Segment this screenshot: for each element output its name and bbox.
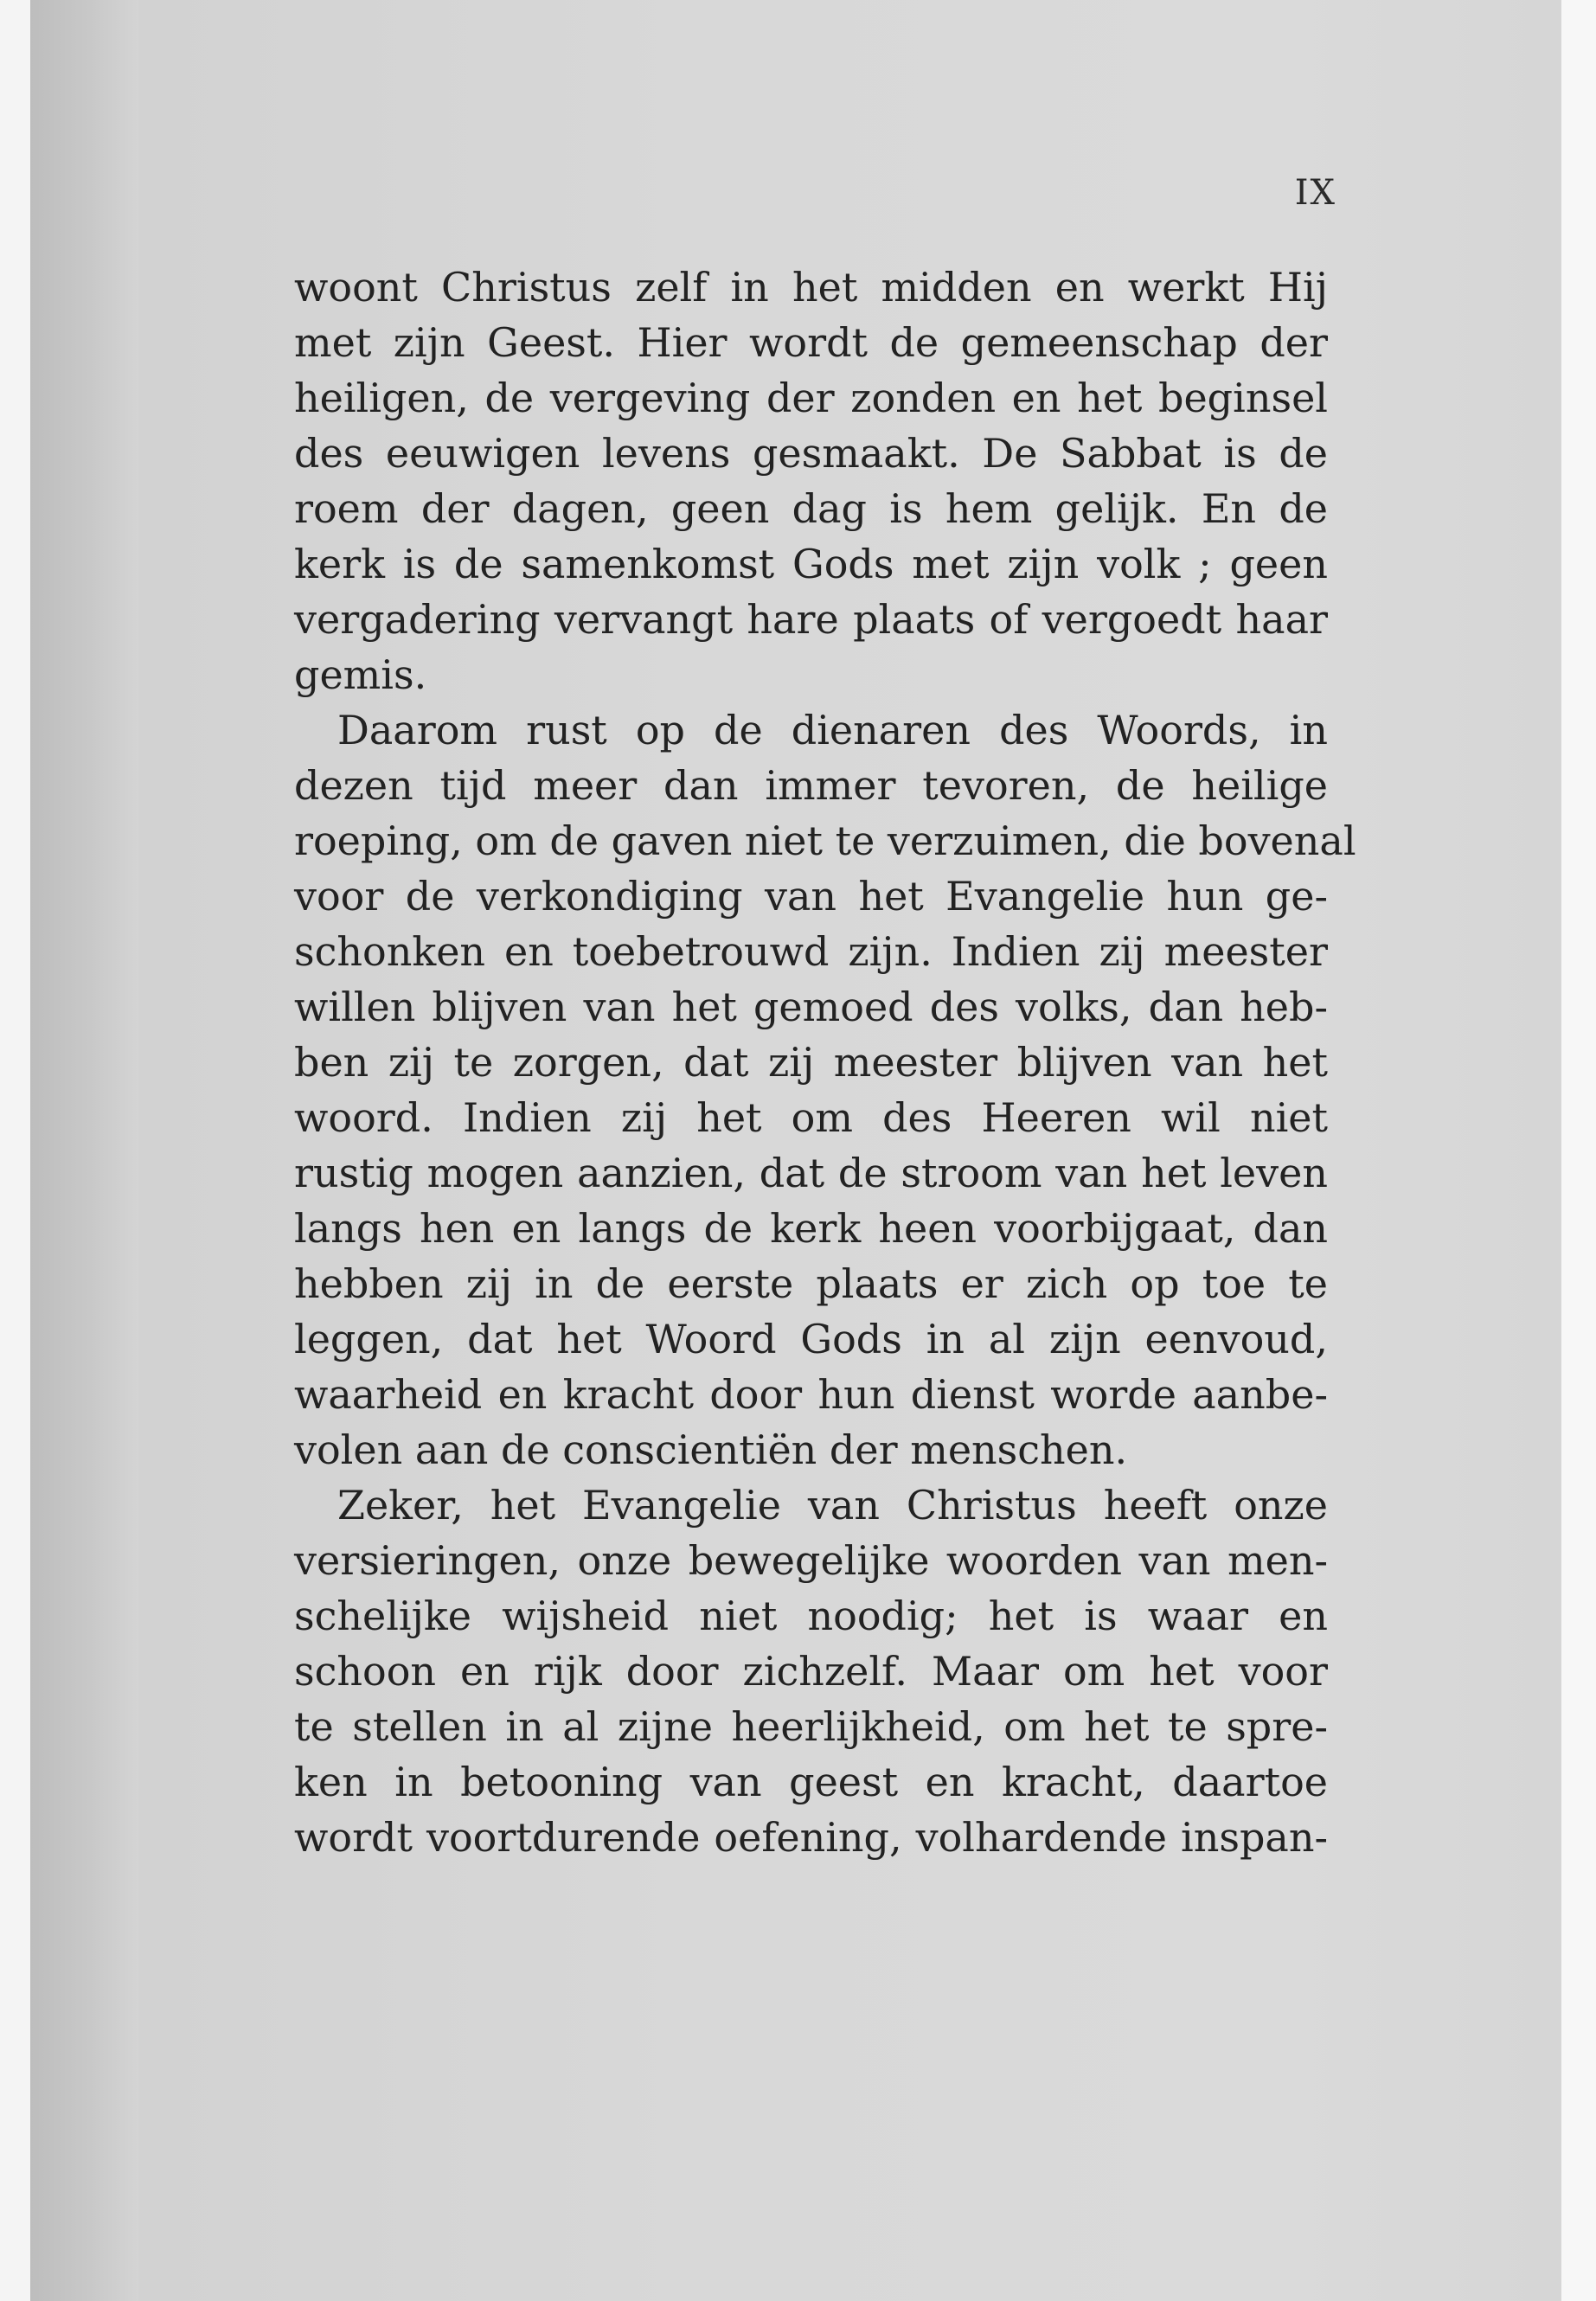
text-line: hebben zij in de eerste plaats er zich op toe te	[294, 1260, 1328, 1307]
scan-border	[1561, 0, 1596, 2301]
body-text	[294, 260, 1356, 1865]
text-line: roeping, om de gaven niet te verzuimen, die bovenal	[294, 817, 1356, 864]
text-line: te stellen in al zijne heerlijkheid, om het te spre-	[294, 1703, 1328, 1750]
text-line: schelijke wijsheid niet noodig; het is waar en	[294, 1593, 1328, 1639]
text-line: ben zij te zorgen, dat zij meester blijven van het	[294, 1039, 1328, 1086]
text-line: voor de verkondiging van het Evangelie hun ge-	[294, 873, 1328, 920]
text-line: woord. Indien zij het om des Heeren wil niet	[294, 1094, 1328, 1141]
text-line: Daarom rust op de dienaren des Woords, in	[337, 707, 1328, 753]
page-number: IX	[1294, 173, 1336, 213]
text-line: leggen, dat het Woord Gods in al zijn eenvoud,	[294, 1316, 1328, 1362]
text-line: woont Christus zelf in het midden en werkt Hij	[294, 264, 1328, 311]
text-line: wordt voortdurende oefening, volhardende inspan-	[294, 1814, 1328, 1861]
text-line: Zeker, het Evangelie van Christus heeft onze	[337, 1482, 1328, 1529]
text-line: rustig mogen aanzien, dat de stroom van het leven	[294, 1150, 1328, 1196]
binding-shadow	[30, 0, 138, 2301]
text-line: gemis.	[294, 651, 427, 698]
text-line: langs hen en langs de kerk heen voorbijgaat, dan	[294, 1205, 1328, 1252]
text-line: met zijn Geest. Hier wordt de gemeenschap der	[294, 319, 1328, 366]
text-line: ken in betooning van geest en kracht, daartoe	[294, 1759, 1328, 1805]
text-line: kerk is de samenkomst Gods met zijn volk ; geen	[294, 541, 1328, 587]
text-line: schonken en toebetrouwd zijn. Indien zij meester	[294, 928, 1328, 975]
text-line: des eeuwigen levens gesmaakt. De Sabbat is de	[294, 430, 1328, 477]
text-line: dezen tijd meer dan immer tevoren, de heilige	[294, 762, 1328, 809]
text-line: waarheid en kracht door hun dienst worde aanbe-	[294, 1371, 1328, 1418]
text-line: volen aan de conscientiën der menschen.	[294, 1426, 1128, 1473]
text-line: willen blijven van het gemoed des volks, dan heb-	[294, 984, 1328, 1030]
text-line: versieringen, onze bewegelijke woorden van men-	[294, 1537, 1328, 1584]
text-line: schoon en rijk door zichzelf. Maar om het voor	[294, 1648, 1328, 1695]
text-line: heiligen, de vergeving der zonden en het beginsel	[294, 375, 1328, 421]
text-line: roem der dagen, geen dag is hem gelijk. En de	[294, 485, 1328, 532]
text-line: vergadering vervangt hare plaats of vergoedt haar	[294, 596, 1328, 643]
